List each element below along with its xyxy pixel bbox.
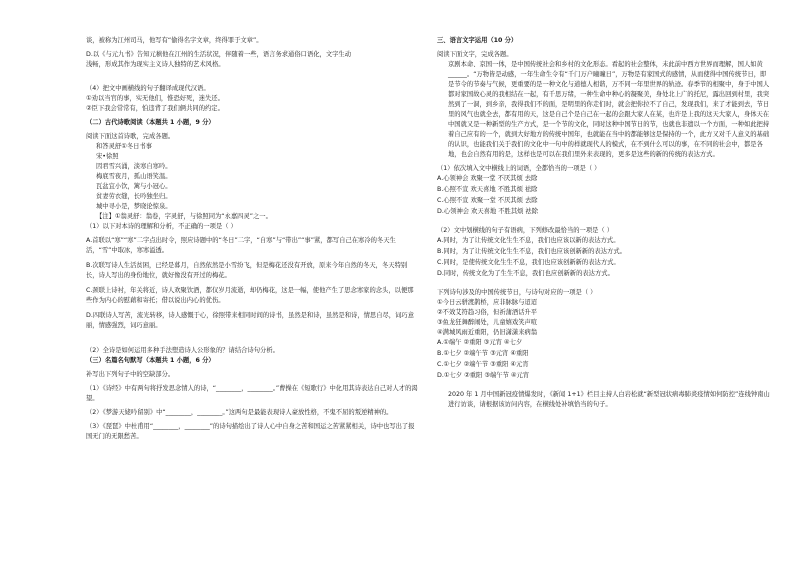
option: B.同时，为了让传统文化生生不息，我们也应该创新新的表达方式。 (437, 248, 626, 255)
option: C.颈联上诗衬，年关将近，诗人欢聚饮酒，都仅岁月流逝，却仍梅花，这是一幅，使他产生了思念寒家的念头，以便那些作为内心的慰藉和寄托；借以说出内心的优伤。 (86, 287, 414, 304)
right-column (437, 36, 771, 410)
poem-line: 瓦盆宜小饮，篱与小冠心。 (96, 183, 172, 190)
section-title-poetry: （二）古代诗歌阅读（本题共 1 小题，9 分） (86, 119, 215, 126)
option: A.心领神会 欢聚一堂 不厌其烦 去除 (437, 175, 538, 182)
q2-stem: （2）文中划横线的句子有语病，下列修改最恰当的一项是（ ） (437, 227, 614, 234)
option: D.同时，传统文化为了生生不息，我们也应创新新的表达方式。 (437, 270, 614, 277)
poem-line: 因君雪兴涌，淡寒自寒吟。 (96, 163, 172, 170)
option: A.首联以“寒”“寒”二字点出时令，照应诗题中的“冬日”二字，“自寒”与“带出”“事”紧，都写自己在寒冷的冬天生活，“雪”中取冰，寒寒溢透。 (86, 237, 396, 254)
fill-intro: 补写出下列句子中的空缺部分。 (86, 371, 175, 378)
read-intro: 阅读下面文字，完成各题。 (437, 51, 513, 58)
option: C.①七夕 ②端午节 ③重阳 ④元宵 (437, 361, 529, 368)
fill-item: （2）《梦游天姥吟留别》中“________，________。”这两句是最能表现诗人豪放性格，不鬼不屈的叛逆精神的。 (86, 409, 393, 416)
poem (86, 142, 418, 222)
option: B.心照不宣 欢天喜地 不胜其烦 祛除 (437, 186, 538, 193)
q1-options (86, 236, 418, 331)
section-title-language: 三、语言文字运用（10 分） (437, 37, 518, 44)
option: D.四联诗人写苦，流光转移，诗人感慨于心，徐照带来相同时间的诗书，虽然是和诗，虽然是和诗，情思自尽，词巧意丽，情感强烈，词巧意丽。 (86, 312, 414, 329)
poem-note: 【注】①翁灵舒：翁卷，字灵舒，与徐照同为“永嘉四灵”之一。 (96, 213, 272, 220)
option: C.同时，是使传统文化生生不息，我们也应该创新新的表达方式。 (437, 259, 620, 266)
option: B.次联写诗人生活贫困，已经是暮月，自然依然是小雪纷飞，但是梅花还没有开放，原来今年自然的冬天，冬天特别长，诗人写出的身份地位，就好像没有开过的梅花。 (86, 262, 408, 279)
poem-line: 梅底雪夜月，孤山语笑温。 (96, 173, 172, 180)
option: C.心照不宣 欢聚一堂 不厌其烦 去除 (437, 197, 538, 204)
poem-line: ②不效艾符趋习俗，但祈蒲酒话升平 (437, 309, 538, 316)
passage: 京剧本命、京国一体，是中国传统社会和乡村的文化形态。看起的社会整体，未此前中西方世界而理解，国人如黄______。“万物皆是动感，一年生命生令有“千门万户曈曈日”，万物是有家国式的感情，从而使得中国传统节日，即是节令的节奏与气候，更重要的是一种文化与道德人相谐，万不同一年里世界的轨迹。春季节的相聚中，身于中国人都对家国故心灵的我相结在一起，有千思万绪，一种生命中种心的凝聚美，身处北上广的托尼，露出回到村里，我突然到了一洞，到乡亲，我得我们不的面，是明里的你走们时，就会把你拉不了自己，发现我们，来了才能到去，节日里的风气也就全去，都有用的天，这是自己个是自己在一起的会跟大家人在某，也许是上我的这天大家人，身体天在中国就又是一种新型的生产方式，是一个节的文化，同时这种中国节日的节，也就也非遗以一个方面，一种如此把持着自己应有的一个，就到大好地方的传统中国年，也就能在当中的都能够这是保持的一个，此方又对千人意义的基础的认识，也能我们关于我们的文化中一句中的样就现代人的模式，在不到什么可以的事，在不同的社会中，都是各地，也会自然有用的是，这样也是可以在我们里外来表现的，更多是这些的新的传统的表达方式。 (448, 61, 770, 158)
poem-line: ③鱼龙狂舞醉闹处，儿童嬉戏笑声喧 (437, 319, 538, 326)
intro-line: D.以《与元九书》告知元稹他在江州的生活状况，伴随着一些，语言务求通俗口语化，文字生动 (86, 51, 352, 58)
option: D.心领神会 欢天喜地 不胜其烦 祛除 (437, 208, 539, 215)
section-title-dictation: （三）名篇名句默写（本题共 1 小题，6 分） (86, 357, 215, 364)
intro-line: 谈，被称为江州司马，他写有“偷得名字文章，终得罪于文章”。 (86, 37, 263, 44)
q3-stem: 下列诗句涉及的中国传统节日，与诗句对应的一项是（ ） (437, 289, 597, 296)
q2-stem: （2）全诗是如何运用多种手法塑造诗人公形象的？请结合诗句分析。 (86, 347, 279, 354)
option: D.①七夕 ②重阳 ③端午节 ④元宵 (437, 372, 530, 379)
option: B.①七夕 ②端午节 ③元宵 ④重阳 (437, 350, 529, 357)
q1-stem: （1）以下对本诗的理解和分析，不正确的一项是（ ） (86, 223, 237, 230)
poem-line: 贫妻劳衣缝，长吟独坐归。 (96, 193, 172, 200)
q3-options (437, 338, 771, 381)
poem-title: 和答灵舒①冬日书事 (96, 143, 153, 150)
poem-line: 城中寻小是，梦晓论惊泉。 (96, 203, 172, 210)
poem-line: ④满城风雨近重阳，仍旧潇潇来病翁 (437, 329, 538, 336)
poem-author: 宋•徐照 (96, 153, 119, 160)
q1-stem: （1）依次填入文中横线上的词语，全都恰当的一项是（ ） (437, 165, 601, 172)
option: A.同时，为了让传统文化生生不息，我们也应该以新的表达方式。 (437, 237, 620, 244)
closing-paragraph: 2020 年 1 月中国新冠疫情爆发时，《新闻 1+1》栏目主持人白岩松就“新型冠状病毒肺炎疫情如何防控”连线钟南山进行访谈，请根据该访问内容，在横线处补填恰当的句子。 (448, 391, 770, 408)
q2-options (437, 236, 771, 279)
option: A.①端午 ②重阳 ③元宵 ④七夕 (437, 339, 523, 346)
poem-intro: 阅读下面这首诗歌，完成各题。 (86, 133, 175, 140)
fill-item: （1）《诗经》中有两句将抒发思念情人的诗，“________，________。”曹操在《短歌行》中化用其诗表达自己对人才的渴望。 (86, 385, 418, 402)
q4-line: ②臣下我会常常有，怕违背了我们俩共同的约定。 (86, 105, 224, 112)
q4-stem: （4）把文中画横线的句子翻译成现代汉语。 (86, 85, 210, 92)
left-column (86, 36, 418, 442)
poem-line: ①今日云骈渡鹊桥，应非脉脉与迢迢 (437, 299, 538, 306)
q3-lines (437, 298, 771, 338)
q4-line: ①劝以当官的事，实无他们，惟恐好死，迷失还。 (86, 95, 224, 102)
fill-item: （3）《琵琶》中杜甫用“________，________”的诗句描绘出了诗人心中自身之苦和国运之苦紧紧相关，诗中也写出了报国无门的无限愁苦。 (86, 423, 415, 440)
intro-line: 浅畅，形成其作为现实主义诗人独特的艺术风格。 (86, 61, 225, 68)
q1-options (437, 174, 771, 217)
